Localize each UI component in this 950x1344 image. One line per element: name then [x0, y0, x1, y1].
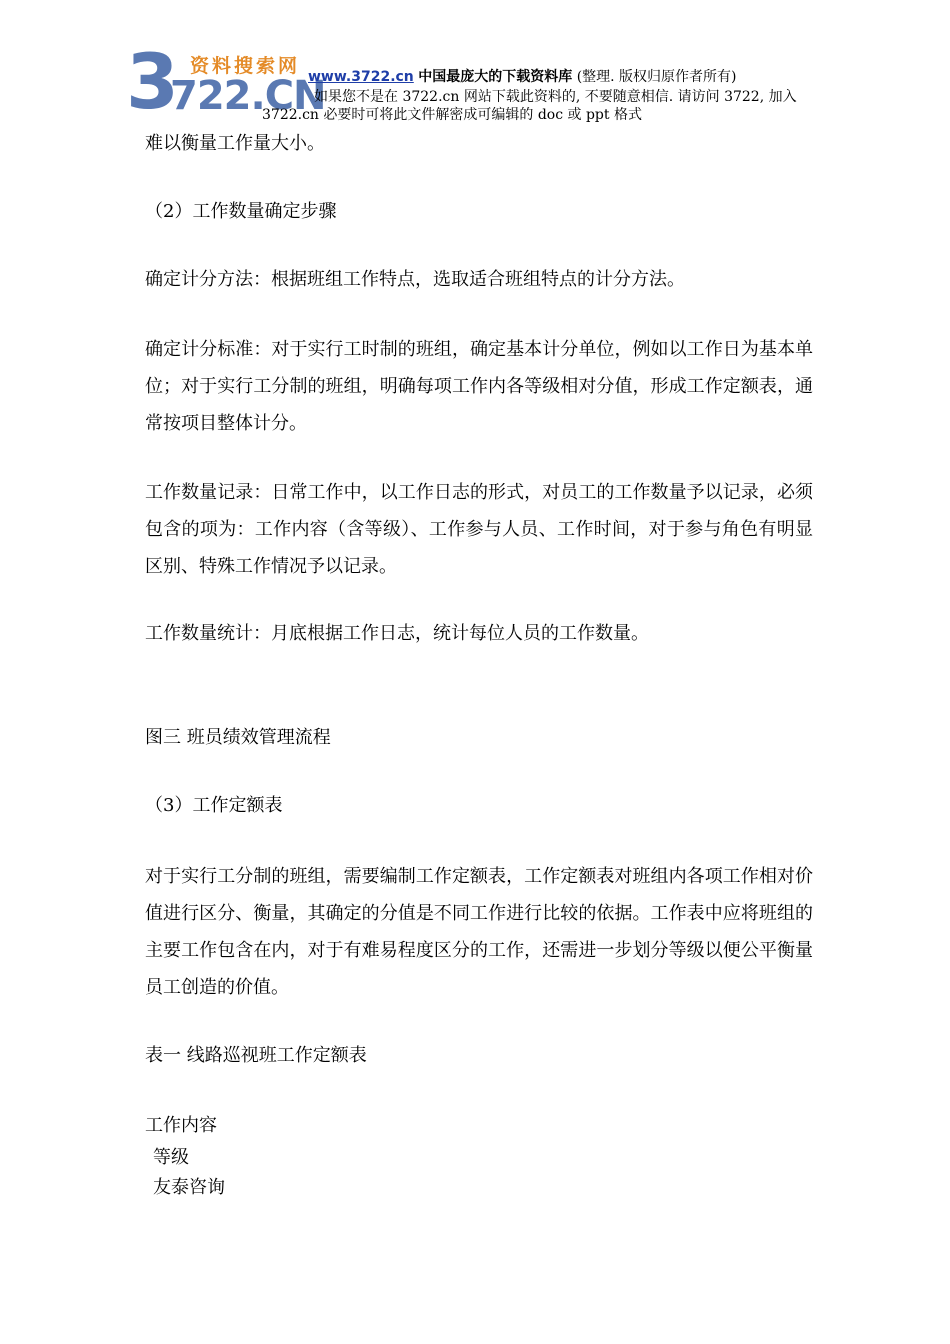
table-header-level: 等级: [153, 1147, 189, 1168]
paragraph-quota-table: 对于实行工分制的班组，需要编制工作定额表，工作定额表对班组内各项工作相对价值进行区分、衡量，其确定的分值是不同工作进行比较的依据。工作表中应将班组的主要工作包含在内，对于有难易程度区分的工作，还需进一步划分等级以便公平衡量员工创造的价值。: [145, 866, 813, 998]
header-slogan: 中国最庞大的下载资料库: [418, 69, 573, 85]
header-line-1: [308, 68, 737, 86]
table-watermark-text: 友泰咨询: [153, 1177, 225, 1198]
paragraph-scoring-method: 确定计分方法：根据班组工作特点，选取适合班组特点的计分方法。: [145, 269, 685, 290]
table-header-work-content: 工作内容: [145, 1115, 217, 1136]
header-line-2: 如果您不是在 3722.cn 网站下载此资料的, 不要随意相信. 请访问 3722, 加入: [314, 89, 797, 105]
site-link[interactable]: www.3722.cn: [308, 69, 414, 85]
document-body: [145, 125, 813, 1203]
section-heading-2: （2）工作数量确定步骤: [145, 201, 337, 222]
figure-caption: 图三 班员绩效管理流程: [145, 727, 331, 748]
section-heading-3: （3）工作定额表: [145, 795, 283, 816]
paragraph-intro-tail: 难以衡量工作量大小。: [145, 133, 325, 154]
paragraph-work-statistics: 工作数量统计：月底根据工作日志，统计每位人员的工作数量。: [145, 623, 649, 644]
header-copyright: (整理. 版权归原作者所有): [576, 69, 737, 85]
logo-chinese-title: 资料搜索网: [190, 55, 301, 77]
header-line-3: 3722.cn 必要时可将此文件解密成可编辑的 doc 或 ppt 格式: [262, 107, 642, 123]
logo-digit: 3: [126, 37, 177, 126]
paragraph-scoring-standard: 确定计分标准：对于实行工时制的班组，确定基本计分单位，例如以工作日为基本单位；对于实行工分制的班组，明确每项工作内各等级相对分值，形成工作定额表，通常按项目整体计分。: [145, 339, 813, 434]
logo-domain: 722.CN: [170, 73, 326, 119]
paragraph-work-record: 工作数量记录：日常工作中，以工作日志的形式，对员工的工作数量予以记录，必须包含的项为：工作内容（含等级）、工作参与人员、工作时间，对于参与角色有明显区别、特殊工作情况予以记录。: [145, 482, 813, 577]
table-caption: 表一 线路巡视班工作定额表: [145, 1045, 367, 1066]
